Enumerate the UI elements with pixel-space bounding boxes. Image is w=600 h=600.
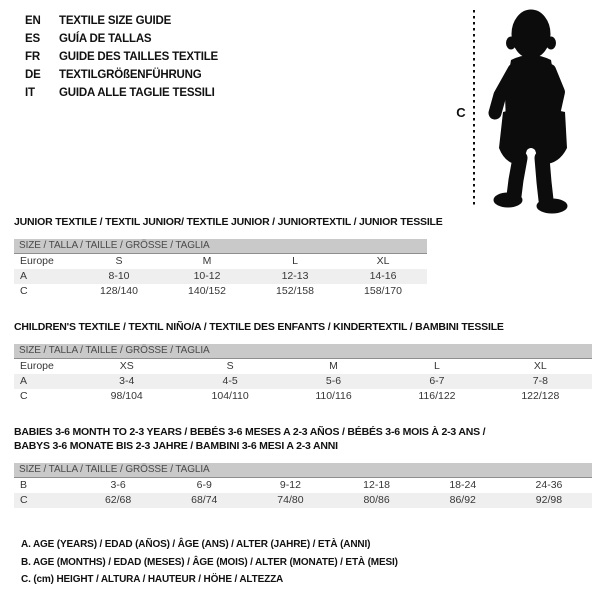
size-value-cell: 8-10	[108, 270, 130, 282]
size-table-section	[14, 320, 592, 404]
guide-title: GUIDE DES TAILLES TEXTILE	[59, 51, 218, 63]
size-value-cell: 3-6	[110, 479, 126, 491]
size-value-cell: 86/92	[449, 494, 476, 506]
size-value-cell: 12-13	[281, 270, 309, 282]
size-value-cell: 116/122	[418, 390, 456, 402]
row-label: A	[20, 270, 28, 282]
size-value-cell: 74/80	[277, 494, 304, 506]
table-row	[14, 254, 427, 269]
row-label: Europe	[20, 360, 54, 372]
guide-title: GUÍA DE TALLAS	[59, 33, 152, 45]
language-title-row	[25, 66, 218, 84]
baby-figure	[456, 0, 600, 215]
size-value-cell: 80/86	[363, 494, 390, 506]
size-value-cell: 158/170	[364, 285, 402, 297]
guide-title: TEXTILE SIZE GUIDE	[59, 15, 172, 27]
table-row	[14, 269, 427, 284]
legend-line: B. AGE (MONTHS) / EDAD (MESES) / ÂGE (MOIS) / ALTER (MONATE) / ETÀ (MESI)	[21, 556, 398, 568]
table-title-block	[14, 215, 443, 229]
guide-title: GUIDA ALLE TAGLIE TESSILI	[59, 87, 215, 99]
table-row	[14, 478, 592, 493]
table-body	[14, 254, 427, 299]
table-title: BABIES 3-6 MONTH TO 2-3 YEARS / BEBÉS 3-6 MESES A 2-3 AÑOS / BÉBÉS 3-6 MOIS À 2-3 ANS /	[14, 426, 486, 438]
table-title: CHILDREN'S TEXTILE / TEXTIL NIÑO/A / TEXTILE DES ENFANTS / KINDERTEXTIL / BAMBINI TESSILE	[14, 321, 504, 333]
size-value-cell: 128/140	[100, 285, 138, 297]
table-body	[14, 478, 592, 508]
size-value-cell: 122/128	[521, 390, 560, 402]
size-header-bar: SIZE / TALLA / TAILLE / GRÖSSE / TAGLIA	[14, 239, 427, 254]
size-value-cell: 12-18	[363, 479, 391, 491]
baby-silhouette-graphic	[462, 0, 600, 215]
language-title-row	[25, 30, 218, 48]
size-value-cell: 24-36	[535, 479, 563, 491]
size-value-cell: 9-12	[279, 479, 301, 491]
table-title: BABYS 3-6 MONATE BIS 2-3 JAHRE / BAMBINI 3-6 MESI A 2-3 ANNI	[14, 440, 338, 452]
height-measure-label: C	[456, 105, 466, 120]
language-title-row	[25, 12, 218, 30]
table-row	[14, 359, 592, 374]
language-title-row	[25, 48, 218, 66]
size-value-cell: 10-12	[193, 270, 221, 282]
size-value-cell: XL	[533, 360, 547, 372]
language-code: DE	[25, 69, 41, 81]
size-value-cell: M	[329, 360, 338, 372]
size-tables	[14, 215, 592, 529]
size-value-cell: 3-4	[119, 375, 135, 387]
size-value-cell: 6-9	[196, 479, 212, 491]
size-value-cell: 6-7	[429, 375, 445, 387]
table-row	[14, 284, 427, 299]
language-code: FR	[25, 51, 40, 63]
size-value-cell: 7-8	[532, 375, 548, 387]
size-value-cell: XS	[119, 360, 134, 372]
guide-title: TEXTILGRÖßENFÜHRUNG	[59, 69, 202, 81]
size-value-cell: M	[202, 255, 212, 267]
row-label: C	[20, 285, 28, 297]
size-table-section	[14, 215, 443, 299]
size-value-cell: S	[226, 360, 234, 372]
table-row	[14, 389, 592, 404]
size-header-bar: SIZE / TALLA / TAILLE / GRÖSSE / TAGLIA	[14, 463, 592, 478]
language-title-row	[25, 84, 218, 102]
size-value-cell: L	[292, 255, 298, 267]
size-value-cell: 4-5	[222, 375, 238, 387]
table-row	[14, 374, 592, 389]
size-value-cell: L	[434, 360, 440, 372]
size-value-cell: 152/158	[276, 285, 314, 297]
size-value-cell: 98/104	[110, 390, 143, 402]
size-value-cell: 14-16	[369, 270, 397, 282]
language-title-list	[25, 12, 218, 102]
size-value-cell: 68/74	[191, 494, 218, 506]
table-title-block	[14, 320, 592, 334]
measure-legend	[21, 536, 398, 589]
table-row	[14, 493, 592, 508]
language-code: IT	[25, 87, 35, 99]
row-label: C	[20, 390, 28, 402]
language-code: ES	[25, 33, 40, 45]
row-label: C	[20, 494, 28, 506]
size-value-cell: 62/68	[104, 494, 132, 506]
size-value-cell: 18-24	[449, 479, 477, 491]
size-value-cell: 5-6	[325, 375, 342, 387]
size-header-bar: SIZE / TALLA / TAILLE / GRÖSSE / TAGLIA	[14, 344, 592, 359]
legend-line: C. (cm) HEIGHT / ALTURA / HAUTEUR / HÖHE / ALTEZZA	[21, 574, 284, 585]
size-value-cell: 92/98	[535, 494, 563, 506]
size-value-cell: 110/116	[315, 390, 352, 402]
table-title-block	[14, 425, 592, 453]
size-table-section	[14, 425, 592, 508]
size-value-cell: 104/110	[211, 390, 249, 402]
size-value-cell: S	[115, 255, 123, 267]
table-body	[14, 359, 592, 404]
legend-line: A. AGE (YEARS) / EDAD (AÑOS) / ÂGE (ANS) / ALTER (JAHRE) / ETÀ (ANNI)	[21, 539, 371, 550]
baby-silhouette	[494, 10, 567, 213]
table-title: JUNIOR TEXTILE / TEXTIL JUNIOR/ TEXTILE JUNIOR / JUNIORTEXTIL / JUNIOR TESSILE	[14, 216, 443, 228]
language-code: EN	[25, 15, 41, 27]
row-label: Europe	[20, 255, 54, 267]
size-value-cell: 140/152	[188, 285, 226, 297]
size-value-cell: XL	[376, 255, 390, 267]
row-label: A	[20, 375, 28, 387]
row-label: B	[20, 479, 28, 491]
